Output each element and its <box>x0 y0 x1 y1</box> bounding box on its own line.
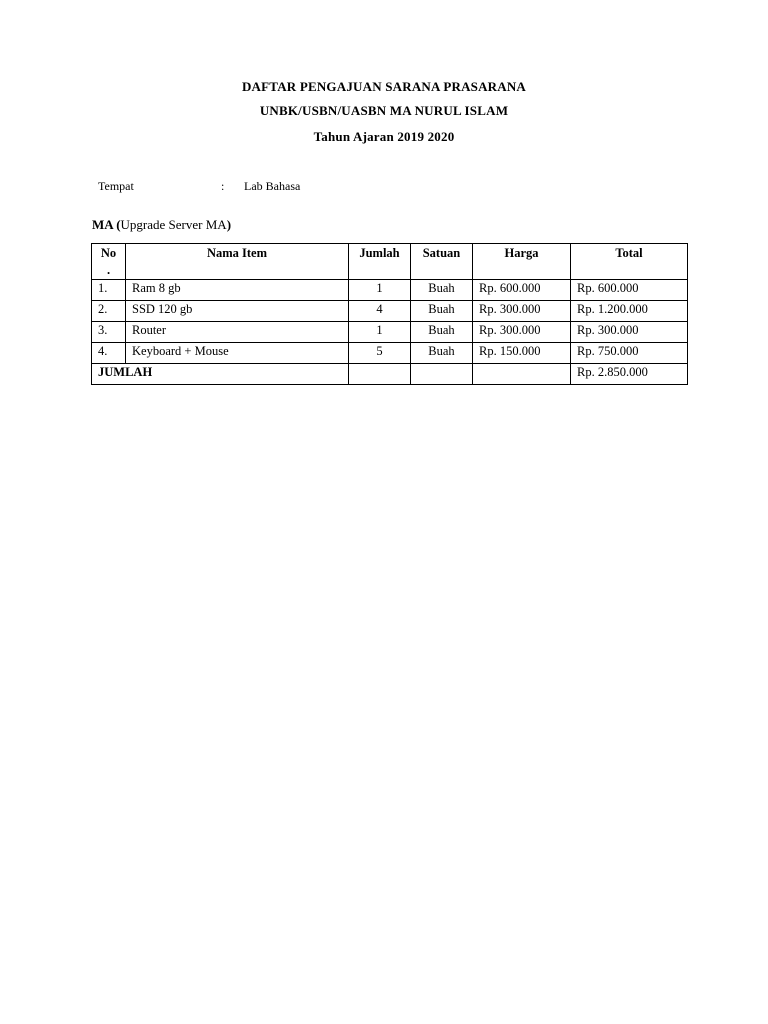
table-header-row <box>92 244 688 280</box>
row-qty: 1 <box>349 322 411 343</box>
table-footer-row <box>92 364 688 385</box>
row-item: Keyboard + Mouse <box>126 343 349 364</box>
row-unit: Buah <box>411 301 473 322</box>
row-unit: Buah <box>411 322 473 343</box>
academic-year: Tahun Ajaran 2019 2020 <box>313 129 455 144</box>
header-no-line1: No <box>100 246 117 260</box>
footer-total: Rp. 2.850.000 <box>571 364 688 385</box>
row-no: 3. <box>92 322 126 343</box>
section-close-paren: ) <box>226 217 232 232</box>
location-value: Lab Bahasa <box>244 179 301 193</box>
row-price: Rp. 300.000 <box>473 322 571 343</box>
footer-label: JUMLAH <box>92 364 349 385</box>
row-unit: Buah <box>411 280 473 301</box>
row-item: SSD 120 gb <box>126 301 349 322</box>
table-row <box>92 280 688 301</box>
header-price: Harga <box>473 244 571 280</box>
row-total: Rp. 750.000 <box>571 343 688 364</box>
row-price: Rp. 600.000 <box>473 280 571 301</box>
footer-empty-unit <box>411 364 473 385</box>
row-price: Rp. 300.000 <box>473 301 571 322</box>
row-price: Rp. 150.000 <box>473 343 571 364</box>
row-no: 4. <box>92 343 126 364</box>
row-total: Rp. 300.000 <box>571 322 688 343</box>
table-row <box>92 301 688 322</box>
row-qty: 5 <box>349 343 411 364</box>
footer-empty-qty <box>349 364 411 385</box>
items-table <box>91 243 688 385</box>
row-qty: 4 <box>349 301 411 322</box>
header-unit: Satuan <box>411 244 473 280</box>
location-label: Tempat <box>98 179 134 193</box>
row-total: Rp. 1.200.000 <box>571 301 688 322</box>
header-no <box>92 244 126 280</box>
section-description: Upgrade Server MA <box>120 217 227 232</box>
row-total: Rp. 600.000 <box>571 280 688 301</box>
section-code: MA <box>92 217 113 232</box>
table-row <box>92 322 688 343</box>
row-item: Ram 8 gb <box>126 280 349 301</box>
document-subtitle: UNBK/USBN/UASBN MA NURUL ISLAM <box>259 103 509 118</box>
header-qty: Jumlah <box>349 244 411 280</box>
table-row <box>92 343 688 364</box>
header-total: Total <box>571 244 688 280</box>
section-open-paren: ( <box>112 217 121 232</box>
header-item: Nama Item <box>126 244 349 280</box>
row-no: 1. <box>92 280 126 301</box>
location-colon: : <box>221 179 225 193</box>
header-no-line2: . <box>106 263 111 277</box>
row-unit: Buah <box>411 343 473 364</box>
document-title: DAFTAR PENGAJUAN SARANA PRASARANA <box>241 79 527 94</box>
row-no: 2. <box>92 301 126 322</box>
section-heading <box>92 217 231 233</box>
row-qty: 1 <box>349 280 411 301</box>
footer-empty-price <box>473 364 571 385</box>
row-item: Router <box>126 322 349 343</box>
